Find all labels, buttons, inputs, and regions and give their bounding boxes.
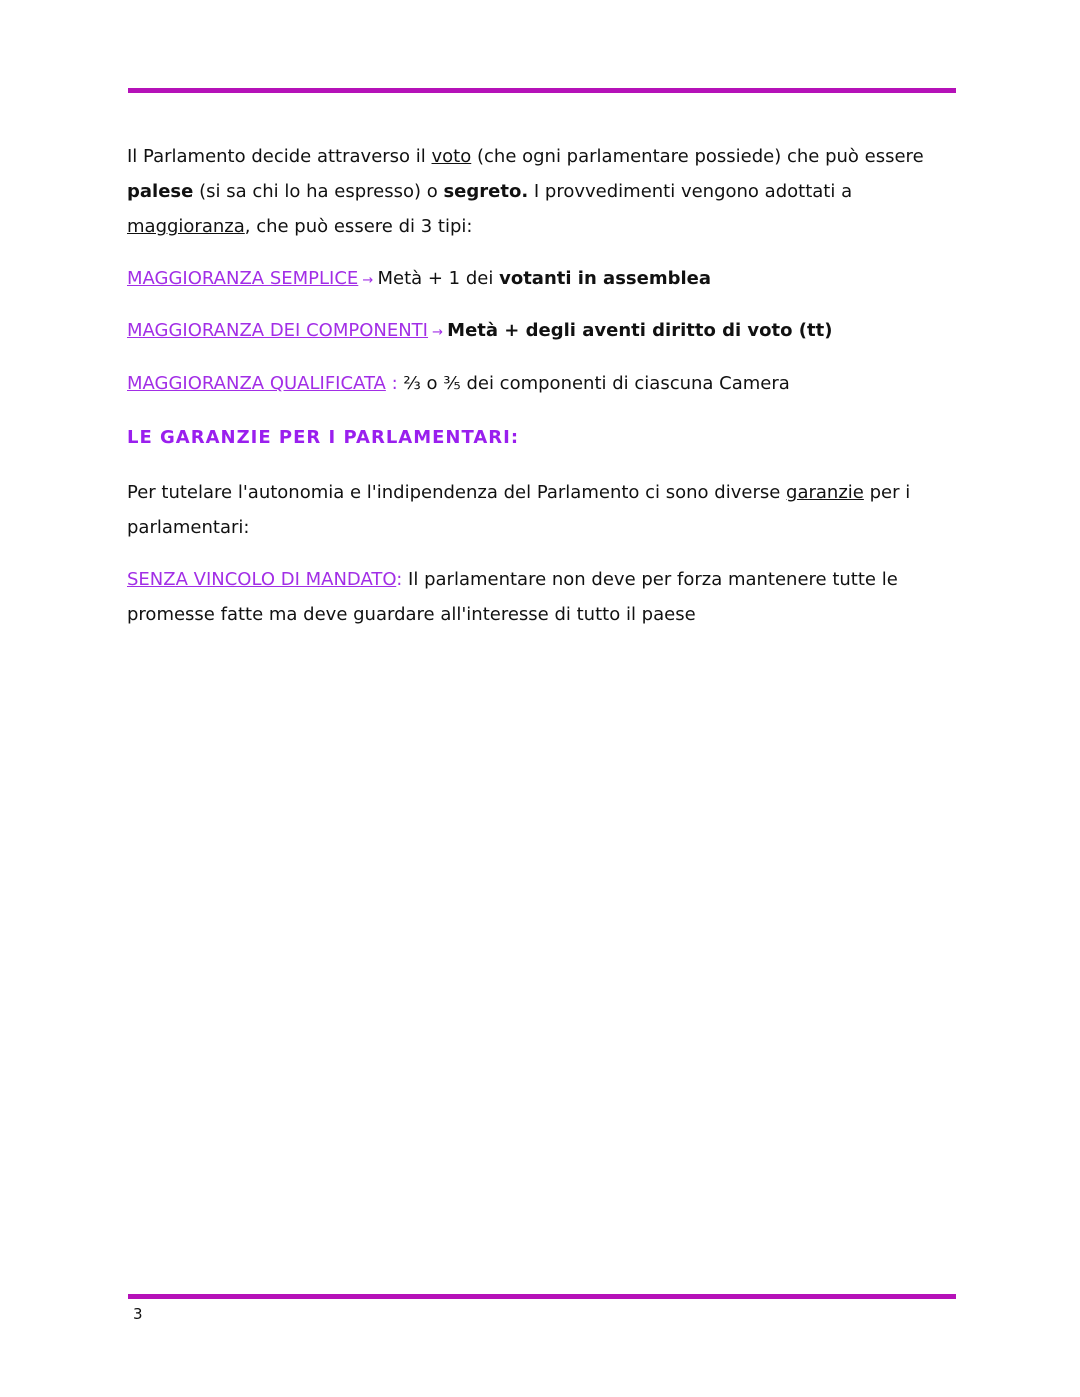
separator: : [396,569,403,590]
majority-label[interactable]: MAGGIORANZA QUALIFICATA [127,373,386,394]
section-heading: LE GARANZIE PER I PARLAMENTARI: [127,427,520,448]
text: Il Parlamento decide attraverso il [127,146,432,167]
text: ⅔ o ⅗ dei componenti di ciascuna Camera [403,373,790,394]
text: (si sa chi lo ha espresso) o [193,181,444,202]
majority-components [127,313,967,350]
majority-simple [127,261,967,298]
mandate-label[interactable]: SENZA VINCOLO DI MANDATO [127,569,397,590]
page-number: 3 [133,1305,143,1323]
text: Il parlamentare non deve per forza mantenere tutte le promesse fatte ma deve guardare all'interesse di tutto il paese [127,569,898,625]
underlined-garanzie: garanzie [786,482,864,503]
bold-text: Metà + degli aventi diritto di voto (tt) [447,320,833,341]
majority-label[interactable]: MAGGIORANZA DEI COMPONENTI [127,320,428,341]
underlined-maggioranza: maggioranza [127,216,245,237]
text: (che ogni parlamentare possiede) che può essere [471,146,924,167]
bold-text: votanti in assemblea [499,268,711,289]
underlined-voto: voto [431,146,472,167]
intro-paragraph [127,139,967,244]
arrow-icon: → [427,325,448,340]
bottom-divider [128,1294,956,1299]
guarantees-paragraph [127,475,967,545]
arrow-icon: → [358,273,378,288]
text: per i parlamentari: [127,482,911,538]
separator: : [385,373,404,394]
majority-qualified [127,366,967,401]
text: Per tutelare l'autonomia e l'indipendenza del Parlamento ci sono diverse [127,482,787,503]
bold-segreto: segreto. [443,181,529,202]
majority-label[interactable]: MAGGIORANZA SEMPLICE [127,268,359,289]
top-divider [128,88,956,93]
text: Metà + 1 dei [377,268,500,289]
mandate-paragraph [127,562,967,632]
text: , che può essere di 3 tipi: [244,216,473,237]
bold-palese: palese [127,181,194,202]
text: I provvedimenti vengono adottati a [528,181,853,202]
